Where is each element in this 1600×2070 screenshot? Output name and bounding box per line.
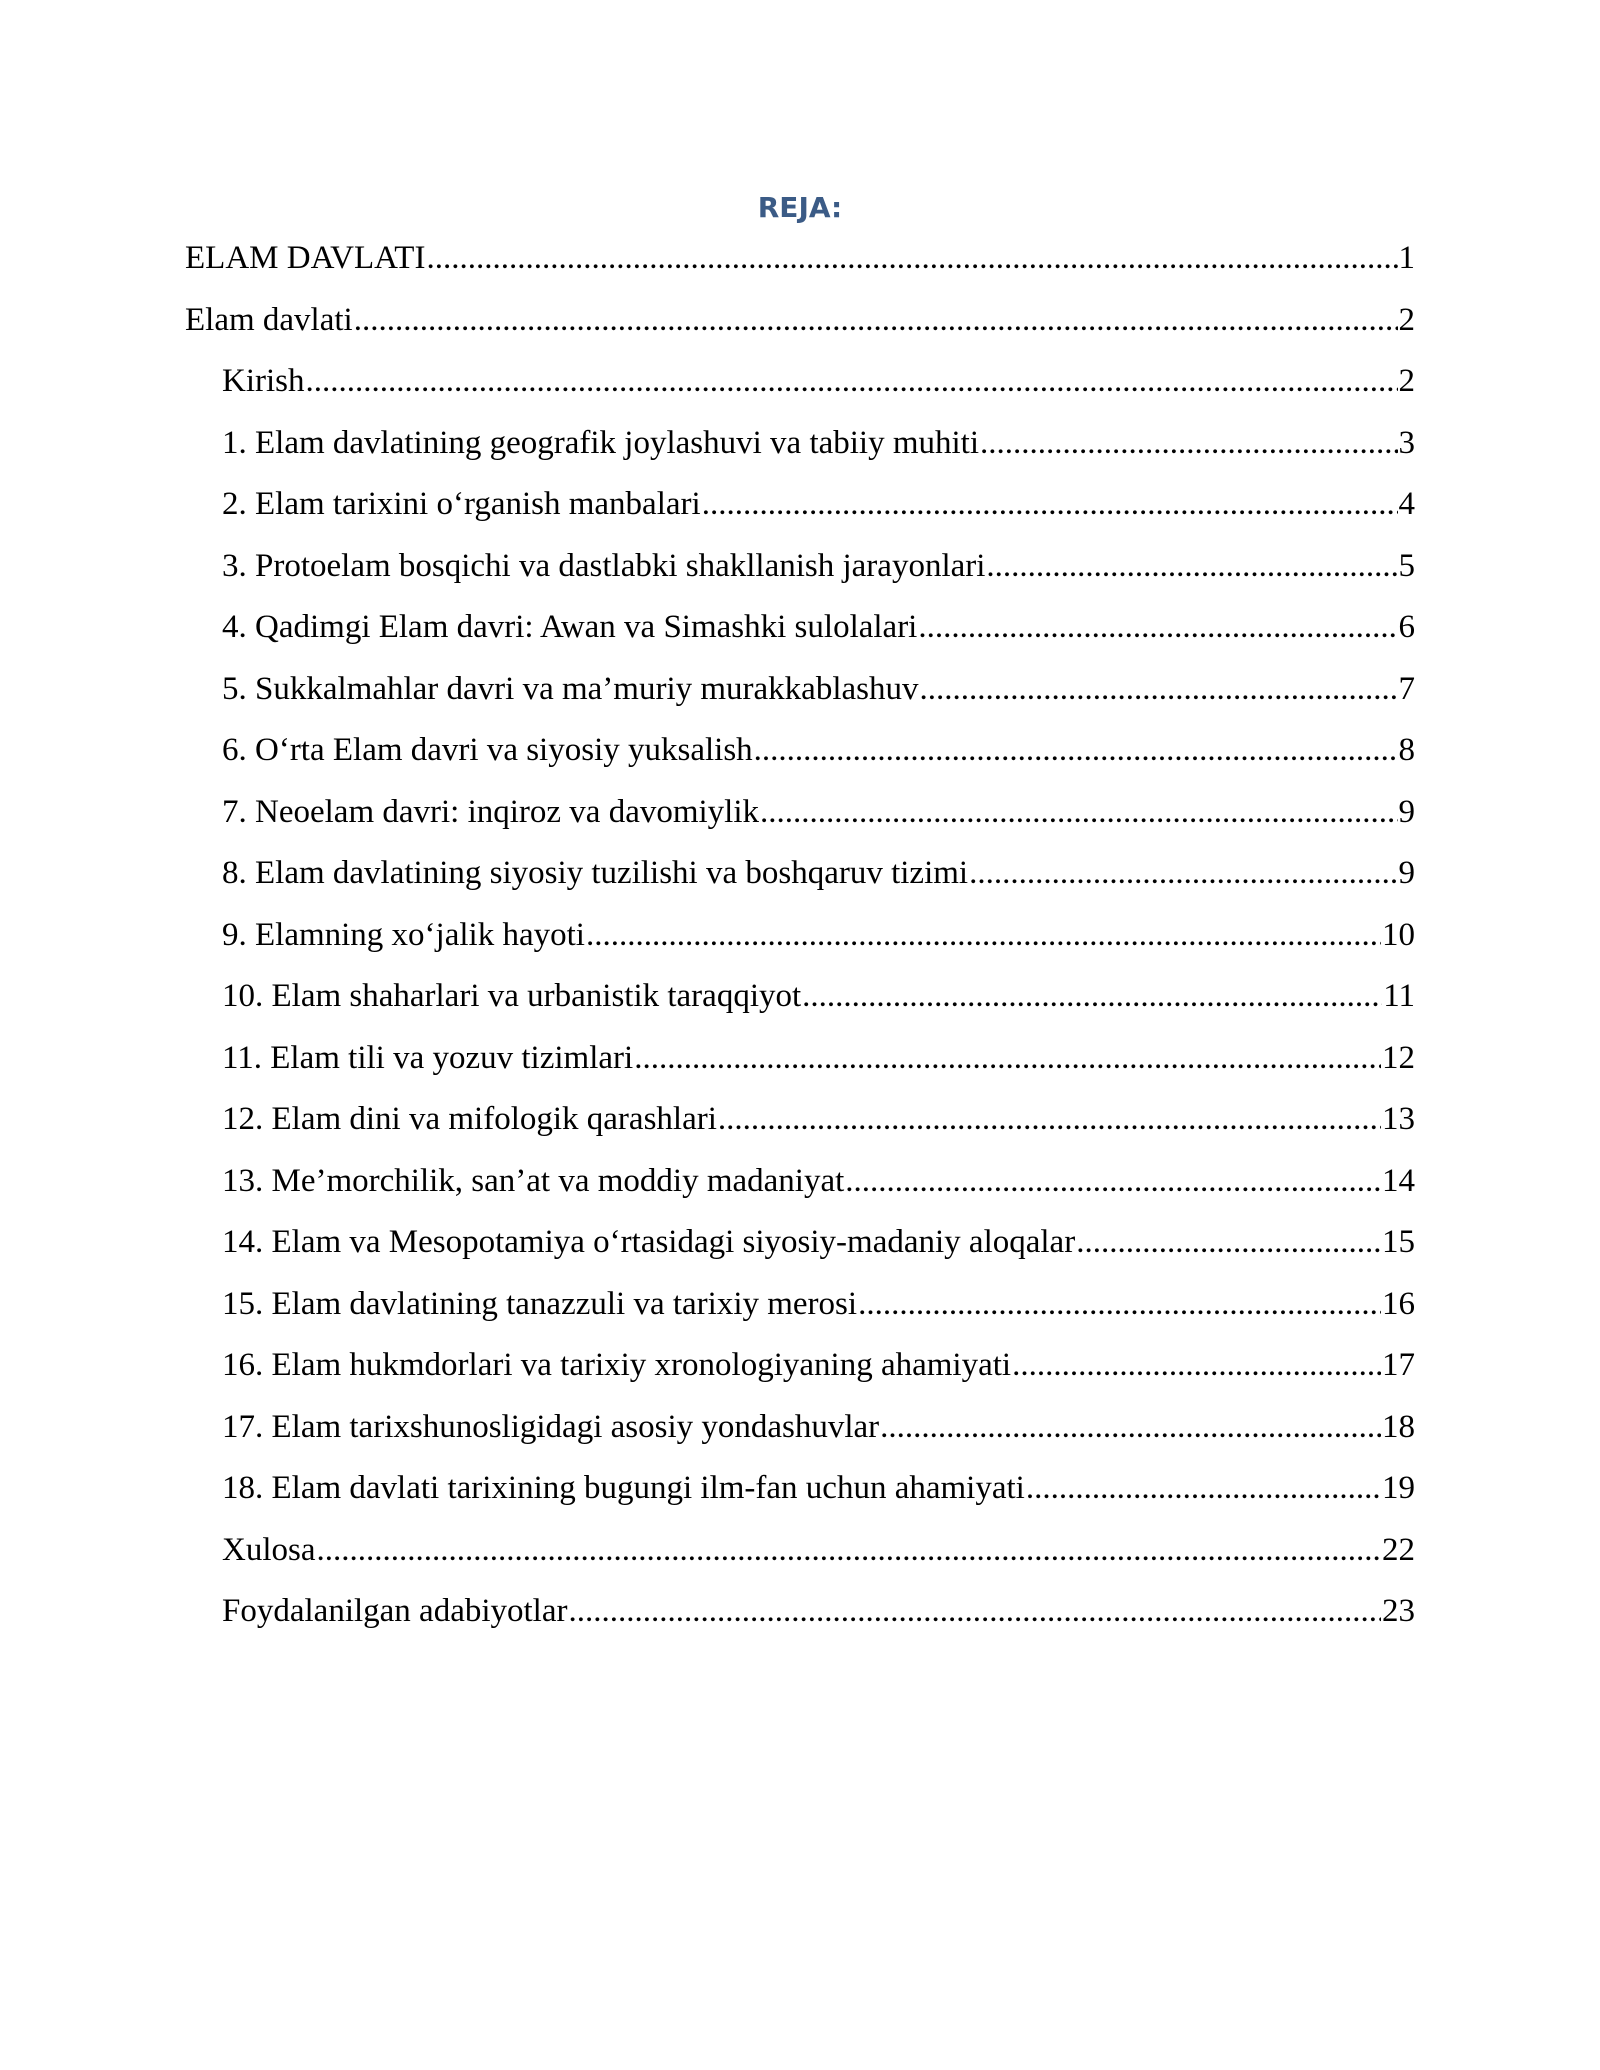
toc-dot-leader	[718, 1097, 1381, 1141]
toc-dot-leader	[426, 236, 1397, 280]
toc-dot-leader	[919, 667, 1397, 711]
toc-entry[interactable]	[185, 1466, 1415, 1528]
toc-entry[interactable]	[185, 1589, 1415, 1651]
toc-title: REJA:	[757, 191, 843, 224]
toc-entry-title: 3. Protoelam bosqichi va dastlabki shakllanish jarayonlari	[222, 547, 986, 584]
toc-dot-leader	[569, 1589, 1382, 1633]
toc-dot-leader	[918, 605, 1397, 649]
toc-entry[interactable]	[185, 359, 1415, 421]
toc-entry-title: 4. Qadimgi Elam davri: Awan va Simashki sulolalari	[222, 609, 918, 645]
toc-entry-page-number: 22	[1382, 1531, 1415, 1568]
toc-entry[interactable]	[185, 1159, 1415, 1221]
toc-entry[interactable]	[185, 544, 1415, 606]
toc-entry-title: 16. Elam hukmdorlari va tarixiy xronologiyaning ahamiyati	[222, 1347, 1012, 1383]
toc-entry-page-number: 23	[1382, 1593, 1415, 1629]
toc-entry-page-number: 9	[1398, 793, 1415, 830]
toc-entry-title: ELAM DAVLATI	[185, 240, 426, 276]
toc-entry-page-number: 7	[1398, 670, 1415, 707]
toc-entry-page-number: 13	[1382, 1101, 1415, 1137]
toc-entry[interactable]	[185, 1282, 1415, 1344]
toc-entry-page-number: 8	[1398, 732, 1415, 768]
toc-entry[interactable]	[185, 605, 1415, 667]
toc-entry-page-number: 18	[1382, 1408, 1415, 1445]
toc-entry-page-number: 5	[1398, 547, 1415, 584]
toc-entry[interactable]	[185, 1097, 1415, 1159]
toc-entry-title: 5. Sukkalmahlar davri va ma’muriy murakkablashuv	[222, 670, 919, 707]
toc-entry-page-number: 10	[1382, 916, 1415, 953]
table-of-contents	[185, 236, 1415, 1651]
toc-entry-title: Elam davlati	[185, 301, 353, 338]
toc-entry-page-number: 11	[1383, 978, 1415, 1014]
toc-dot-leader	[845, 1159, 1381, 1203]
toc-dot-leader	[702, 482, 1398, 526]
toc-entry-title: 9. Elamning xo‘jalik hayoti	[222, 916, 585, 953]
toc-entry-title: 15. Elam davlatining tanazzuli va tarixiy merosi	[222, 1285, 858, 1322]
toc-entry[interactable]	[185, 1528, 1415, 1590]
toc-dot-leader	[1026, 1466, 1381, 1510]
toc-entry-title: 8. Elam davlatining siyosiy tuzilishi va boshqaruv tizimi	[222, 855, 969, 891]
toc-entry[interactable]	[185, 298, 1415, 360]
toc-entry-page-number: 12	[1382, 1039, 1415, 1076]
toc-entry-title: 17. Elam tarixshunosligidagi asosiy yondashuvlar	[222, 1408, 880, 1445]
toc-entry-page-number: 15	[1382, 1224, 1415, 1260]
toc-entry[interactable]	[185, 851, 1415, 913]
toc-entry-page-number: 1	[1398, 240, 1415, 276]
toc-dot-leader	[760, 790, 1397, 834]
toc-entry-page-number: 6	[1398, 609, 1415, 645]
toc-dot-leader	[980, 421, 1397, 465]
toc-dot-leader	[306, 359, 1398, 403]
toc-entry-title: 1. Elam davlatining geografik joylashuvi va tabiiy muhiti	[222, 424, 980, 461]
toc-dot-leader	[754, 728, 1398, 772]
toc-dot-leader	[317, 1528, 1382, 1572]
toc-entry-title: 12. Elam dini va mifologik qarashlari	[222, 1101, 717, 1137]
toc-entry[interactable]	[185, 728, 1415, 790]
toc-dot-leader	[858, 1282, 1381, 1326]
toc-entry-page-number: 2	[1398, 363, 1415, 399]
toc-dot-leader	[802, 974, 1382, 1018]
toc-entry[interactable]	[185, 1343, 1415, 1405]
toc-dot-leader	[1012, 1343, 1381, 1387]
toc-dot-leader	[354, 298, 1398, 342]
toc-entry-title: 7. Neoelam davri: inqiroz va davomiylik	[222, 793, 760, 830]
toc-entry[interactable]	[185, 421, 1415, 483]
toc-dot-leader	[634, 1036, 1381, 1080]
toc-entry-title: 6. O‘rta Elam davri va siyosiy yuksalish	[222, 732, 753, 768]
toc-dot-leader	[586, 913, 1381, 957]
toc-entry[interactable]	[185, 667, 1415, 729]
toc-entry[interactable]	[185, 236, 1415, 298]
toc-entry-title: 13. Me’morchilik, san’at va moddiy madaniyat	[222, 1162, 845, 1199]
toc-entry-title: Foydalanilgan adabiyotlar	[222, 1593, 568, 1629]
toc-entry-page-number: 19	[1382, 1470, 1415, 1506]
toc-entry-title: 10. Elam shaharlari va urbanistik taraqqiyot	[222, 978, 802, 1014]
toc-entry[interactable]	[185, 974, 1415, 1036]
toc-entry-title: 11. Elam tili va yozuv tizimlari	[222, 1039, 634, 1076]
toc-entry[interactable]	[185, 913, 1415, 975]
toc-entry-page-number: 3	[1398, 424, 1415, 461]
toc-entry-title: Xulosa	[222, 1531, 316, 1568]
toc-entry-page-number: 17	[1382, 1347, 1415, 1383]
toc-entry-page-number: 14	[1382, 1162, 1415, 1199]
toc-entry[interactable]	[185, 790, 1415, 852]
toc-entry-title: 2. Elam tarixini o‘rganish manbalari	[222, 486, 701, 522]
toc-entry-title: Kirish	[222, 363, 305, 399]
toc-entry[interactable]	[185, 1220, 1415, 1282]
toc-entry-page-number: 4	[1398, 486, 1415, 522]
toc-entry-page-number: 2	[1398, 301, 1415, 338]
toc-dot-leader	[969, 851, 1397, 895]
toc-entry-page-number: 16	[1382, 1285, 1415, 1322]
toc-entry[interactable]	[185, 1405, 1415, 1467]
toc-dot-leader	[1076, 1220, 1381, 1264]
toc-dot-leader	[880, 1405, 1381, 1449]
toc-dot-leader	[986, 544, 1397, 588]
toc-entry-title: 14. Elam va Mesopotamiya o‘rtasidagi siyosiy-madaniy aloqalar	[222, 1224, 1076, 1260]
toc-entry[interactable]	[185, 482, 1415, 544]
toc-entry-page-number: 9	[1398, 855, 1415, 891]
toc-entry[interactable]	[185, 1036, 1415, 1098]
toc-entry-title: 18. Elam davlati tarixining bugungi ilm-fan uchun ahamiyati	[222, 1470, 1025, 1506]
